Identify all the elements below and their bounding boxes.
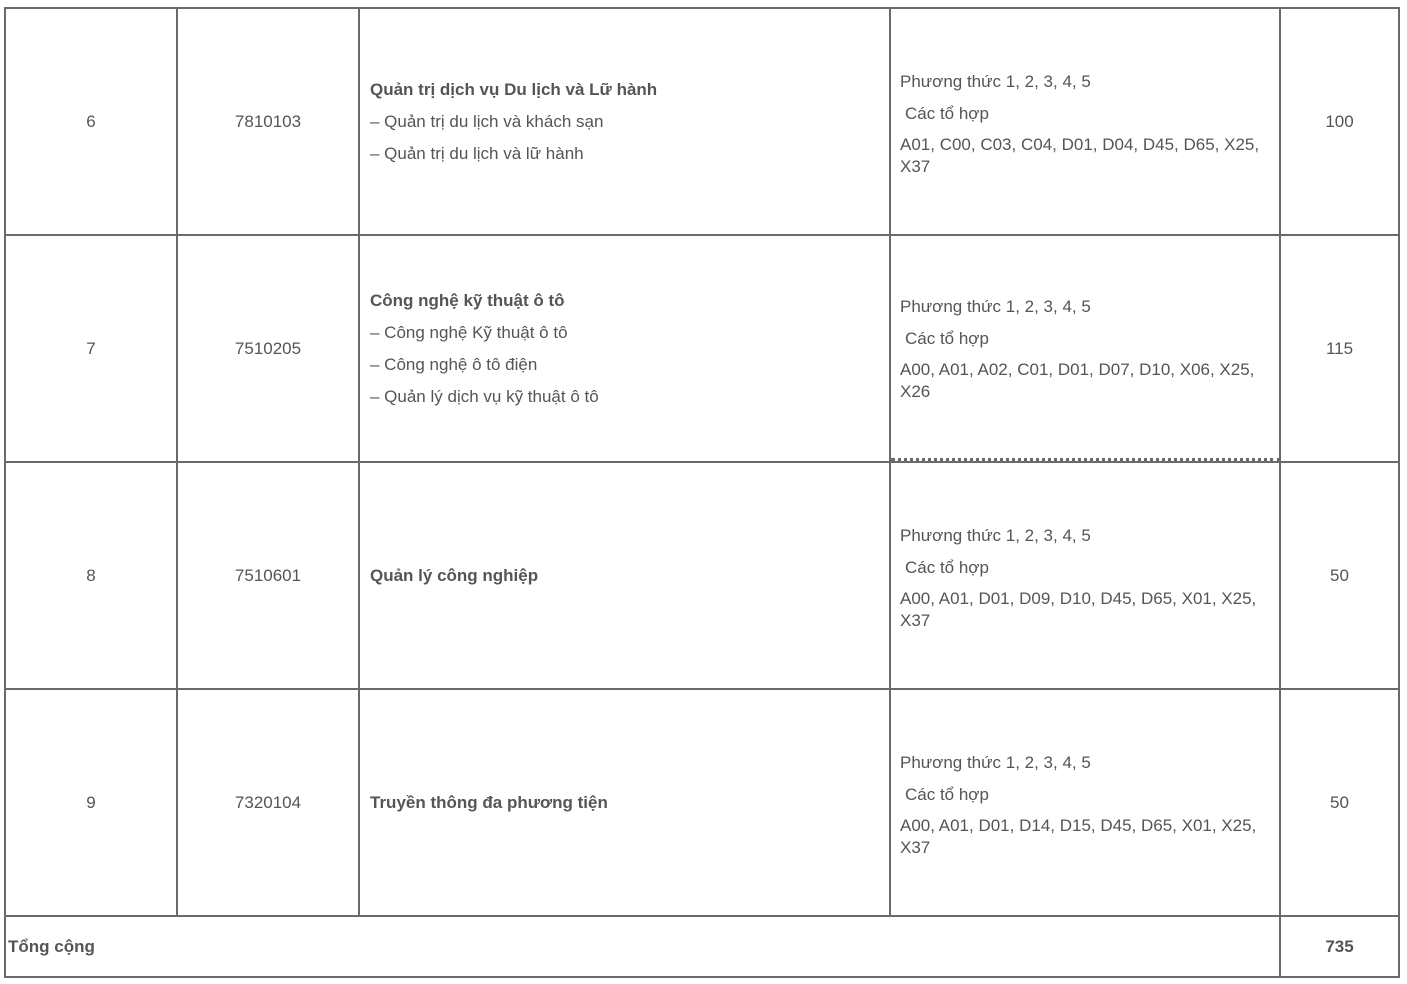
method-text: Phương thức 1, 2, 3, 4, 5 (900, 752, 1091, 772)
table-row (6, 690, 1400, 917)
admission-table (4, 7, 1400, 978)
stt-value: 9 (86, 792, 96, 812)
code-cell (178, 463, 360, 688)
combo-list: A00, A01, D01, D09, D10, D45, D65, X01, X25, X37 (900, 588, 1257, 630)
quota-value: 50 (1330, 565, 1349, 585)
quota-value: 115 (1325, 338, 1354, 358)
stt-cell (6, 463, 178, 688)
total-cell (1281, 917, 1400, 976)
major-code: 7510205 (234, 338, 302, 358)
method-cell (891, 9, 1281, 234)
table-row (6, 9, 1400, 236)
combo-label: Các tổ hợp (905, 329, 989, 348)
method-text: Phương thức 1, 2, 3, 4, 5 (900, 71, 1091, 91)
major-title: Truyền thông đa phương tiện (370, 792, 608, 812)
total-row (6, 917, 1400, 978)
quota-cell (1281, 236, 1400, 461)
code-cell (178, 690, 360, 915)
major-sub-item: – Quản trị du lịch và lữ hành (370, 143, 584, 163)
method-cell (891, 236, 1281, 461)
major-title: Quản trị dịch vụ Du lịch và Lữ hành (370, 79, 658, 99)
major-sub-item: – Công nghệ ô tô điện (370, 354, 538, 374)
major-title: Quản lý công nghiệp (370, 565, 539, 585)
method-text: Phương thức 1, 2, 3, 4, 5 (900, 297, 1091, 316)
combo-list: A00, A01, A02, C01, D01, D07, D10, X06, X25, X26 (900, 360, 1255, 401)
quota-value: 100 (1325, 111, 1354, 131)
major-cell (360, 9, 891, 234)
table-row (6, 236, 1400, 463)
method-cell (891, 463, 1281, 688)
major-cell (360, 690, 891, 915)
stt-cell (6, 236, 178, 461)
combo-list: A00, A01, D01, D14, D15, D45, D65, X01, X25, X37 (900, 815, 1257, 857)
quota-cell (1281, 690, 1400, 915)
combo-label: Các tổ hợp (905, 557, 989, 577)
major-code: 7510601 (234, 565, 302, 585)
major-cell (360, 463, 891, 688)
stt-cell (6, 9, 178, 234)
method-cell (891, 690, 1281, 915)
combo-label: Các tổ hợp (905, 103, 989, 123)
major-title: Công nghệ kỹ thuật ô tô (370, 290, 565, 310)
method-text: Phương thức 1, 2, 3, 4, 5 (900, 525, 1091, 545)
code-cell (178, 236, 360, 461)
major-code: 7320104 (234, 792, 302, 812)
major-sub-item: – Quản trị du lịch và khách sạn (370, 111, 604, 131)
stt-value: 8 (86, 565, 96, 585)
major-sub-item: – Quản lý dịch vụ kỹ thuật ô tô (370, 386, 599, 406)
total-value: 735 (1325, 936, 1354, 956)
quota-cell (1281, 9, 1400, 234)
major-code: 7810103 (234, 111, 302, 131)
quota-value: 50 (1330, 792, 1349, 812)
quota-cell (1281, 463, 1400, 688)
stt-cell (6, 690, 178, 915)
major-cell (360, 236, 891, 461)
major-sub-item: – Công nghệ Kỹ thuật ô tô (370, 322, 568, 342)
total-label: Tổng cộng (6, 917, 1281, 976)
stt-value: 7 (86, 338, 96, 358)
combo-label: Các tổ hợp (905, 784, 989, 804)
combo-list: A01, C00, C03, C04, D01, D04, D45, D65, X25, X37 (900, 134, 1260, 176)
code-cell (178, 9, 360, 234)
table-row (6, 463, 1400, 690)
stt-value: 6 (86, 111, 96, 131)
